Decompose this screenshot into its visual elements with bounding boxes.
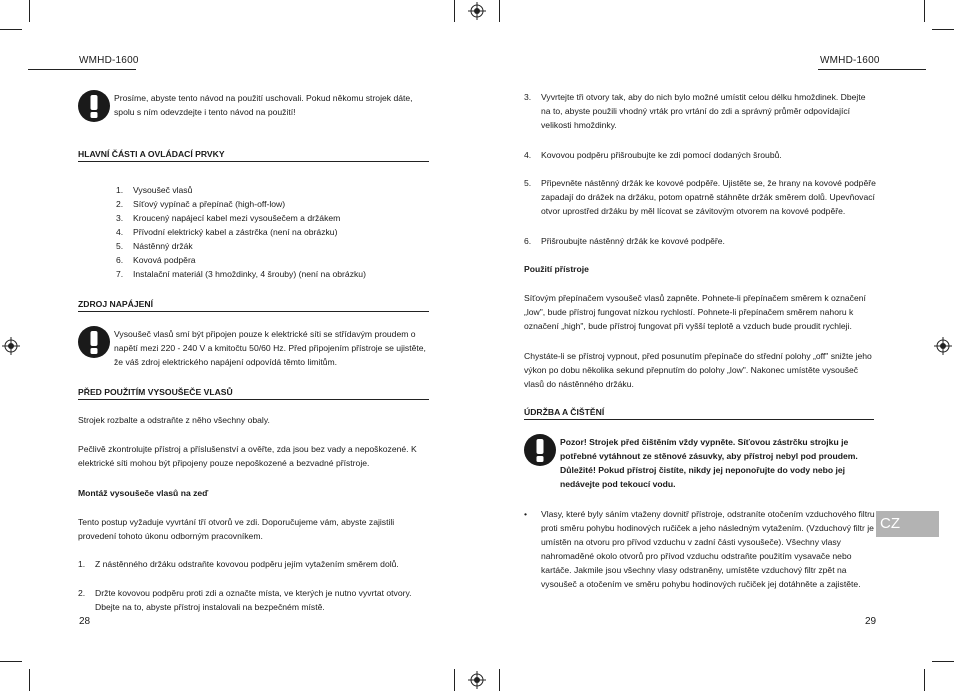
registration-mark-icon bbox=[468, 2, 486, 20]
power-title: ZDROJ NAPÁJENÍ bbox=[78, 299, 153, 309]
power-warning-text: Vysoušeč vlasů smí být připojen pouze k elektrické síti se střídavým proudem o napětí mezi 220 - 240 V a kmitočtu 50/60 Hz. Před připojením přístroje se ujistěte, že váš zdroj elektrického napájení odpovídá těmto limitům. bbox=[114, 329, 426, 367]
list-item: 4. Přívodní elektrický kabel a zástrčka (není na obrázku) bbox=[116, 227, 338, 237]
registration-mark-icon bbox=[468, 671, 486, 689]
usage-title: Použití přístroje bbox=[524, 264, 589, 274]
section-rule bbox=[524, 419, 874, 420]
crop-mark bbox=[924, 669, 925, 691]
intro-warning-text: Prosíme, abyste tento návod na použití uschovali. Pokud někomu strojek dáte, spolu s ním odevzdejte i tento návod na použití! bbox=[114, 93, 413, 117]
list-item: 7. Instalační materiál (3 hmoždinky, 4 šrouby) (není na obrázku) bbox=[116, 269, 366, 279]
section-rule bbox=[78, 399, 429, 400]
step-6: 6. Přišroubujte nástěnný držák ke kovové podpěře. bbox=[524, 236, 725, 246]
check-paragraph: Pečlivě zkontrolujte přístroj a příslušenství a ověřte, zda jsou bez vady a nepoškozené. K elektrické síti mohou být připojeny pouze nepoškozené a bezvadné přístroje. bbox=[78, 444, 417, 468]
main-parts-title: HLAVNÍ ČÁSTI A OVLÁDACÍ PRVKY bbox=[78, 149, 225, 159]
crop-mark bbox=[454, 0, 455, 22]
exclamation-icon bbox=[524, 434, 556, 466]
main-parts-list bbox=[116, 183, 436, 281]
step-1: 1. Z nástěnného držáku odstraňte kovovou podpěru jejím vytažením směrem dolů. bbox=[78, 559, 399, 569]
mount-paragraph: Tento postup vyžaduje vyvrtání tří otvorů ve zdi. Doporučujeme vám, abyste zajistili provedení tohoto úkonu odborným pracovníkem. bbox=[78, 517, 395, 541]
crop-mark bbox=[29, 669, 30, 691]
step-2: 2. Držte kovovou podpěru proti zdi a označte místa, ve kterých je nutno vyvrtat otvory. Dbejte na to, abyste přístroj instalovali na bezpečném místě. bbox=[78, 588, 412, 612]
exclamation-icon bbox=[78, 90, 110, 122]
right-header-rule bbox=[818, 69, 926, 70]
crop-mark bbox=[932, 29, 954, 30]
right-page-number: 29 bbox=[865, 616, 877, 627]
crop-mark bbox=[454, 669, 455, 691]
power-warning bbox=[78, 327, 430, 369]
registration-mark-icon bbox=[934, 337, 952, 355]
right-model-code: WMHD-1600 bbox=[820, 55, 880, 66]
section-rule bbox=[78, 311, 429, 312]
step-5: 5. Připevněte nástěnný držák ke kovové podpěře. Ujistěte se, že hrany na kovové podpěře zapadají do drážek na držáku, potom opatrně stáhněte držák směrem dolů. Upevňovací otvor uprostřed držáku by měl lícovat se závitovým otvorem na kovové podpěře. bbox=[524, 178, 876, 216]
usage-paragraph-2: Chystáte-li se přístroj vypnout, před posunutím přepínače do střední polohy „off" snižte jeho výkon po dobu několika sekund přepnutím do polohy „low". Nakonec umístěte vysoušeč vlasů do nástěnného držáku. bbox=[524, 351, 872, 389]
before-use-title: PŘED POUŽITÍM VYSOUŠEČE VLASŮ bbox=[78, 387, 233, 397]
crop-mark bbox=[932, 661, 954, 662]
exclamation-icon bbox=[78, 326, 110, 358]
crop-mark bbox=[924, 0, 925, 22]
maintenance-warning bbox=[524, 435, 876, 491]
maintenance-bullet: • Vlasy, které byly sáním vtaženy dovnitř přístroje, odstraníte otočením vzduchového filtru proti směru pohybu hodinových ručiček a jeho následným vytažením. (Vzduchový filtr je umístěn na otvoru pro přívod vzduchu v zadní části vysoušeče). Všechny vlasy nahromaděné okolo otvorů pro přívod vzduchu odstraňte použitím vysavače nebo kartáče. Jakmile jsou všechny vlasy odstraněny, umístěte vzduchový filtr zpět na vysoušeč a otočením ve směru pohybu hodinových ručiček jej dotáhněte a zajistěte. bbox=[524, 509, 875, 589]
registration-mark-icon bbox=[2, 337, 20, 355]
crop-mark bbox=[499, 0, 500, 22]
crop-mark bbox=[499, 669, 500, 691]
mount-title: Montáž vysoušeče vlasů na zeď bbox=[78, 488, 209, 498]
left-header-rule bbox=[28, 69, 136, 70]
crop-mark bbox=[0, 661, 22, 662]
list-item: 5. Nástěnný držák bbox=[116, 241, 193, 251]
maintenance-warning-text: Pozor! Strojek před čištěním vždy vypněte. Síťovou zástrčku strojku je potřebné vytáhnout ze stěnové zásuvky, aby přístroj nebyl pod proudem. Důležité! Pokud přístroj čistíte, nikdy jej neponořujte do vody nebo jej nedávejte pod tekoucí vodu. bbox=[560, 437, 858, 489]
list-item: 2. Síťový vypínač a přepínač (high-off-low) bbox=[116, 199, 286, 209]
left-page-number: 28 bbox=[79, 616, 91, 627]
unpack-paragraph: Strojek rozbalte a odstraňte z něho všechny obaly. bbox=[78, 415, 270, 425]
maintenance-title: ÚDRŽBA A ČIŠTĚNÍ bbox=[524, 407, 605, 417]
list-item: 6. Kovová podpěra bbox=[116, 255, 196, 265]
usage-paragraph-1: Síťovým přepínačem vysoušeč vlasů zapněte. Pohnete-li přepínačem směrem k označení „low", bude přístroj fungovat nízkou rychlostí. Pohnete-li přepínačem směrem nahoru k označení „high", bude přístroj fungovat při vyšší teplotě a vzduch bude proudit rychleji. bbox=[524, 293, 866, 331]
step-4: 4. Kovovou podpěru přišroubujte ke zdi pomocí dodaných šroubů. bbox=[524, 150, 782, 160]
language-tab: CZ bbox=[876, 511, 939, 537]
list-item: 1. Vysoušeč vlasů bbox=[116, 185, 193, 195]
crop-mark bbox=[0, 29, 22, 30]
step-3: 3. Vyvrtejte tři otvory tak, aby do nich bylo možné umístit celou délku hmoždinek. Dbejte na to, abyste použili vhodný vrták pro vrtání do zdi a správný průměr odpovídající velikosti hmoždinky. bbox=[524, 92, 866, 130]
section-rule bbox=[78, 161, 429, 162]
crop-mark bbox=[29, 0, 30, 22]
bullet-icon: • bbox=[524, 509, 528, 519]
left-model-code: WMHD-1600 bbox=[79, 55, 139, 66]
list-item: 3. Kroucený napájecí kabel mezi vysoušečem a držákem bbox=[116, 213, 341, 223]
intro-warning bbox=[78, 91, 430, 122]
